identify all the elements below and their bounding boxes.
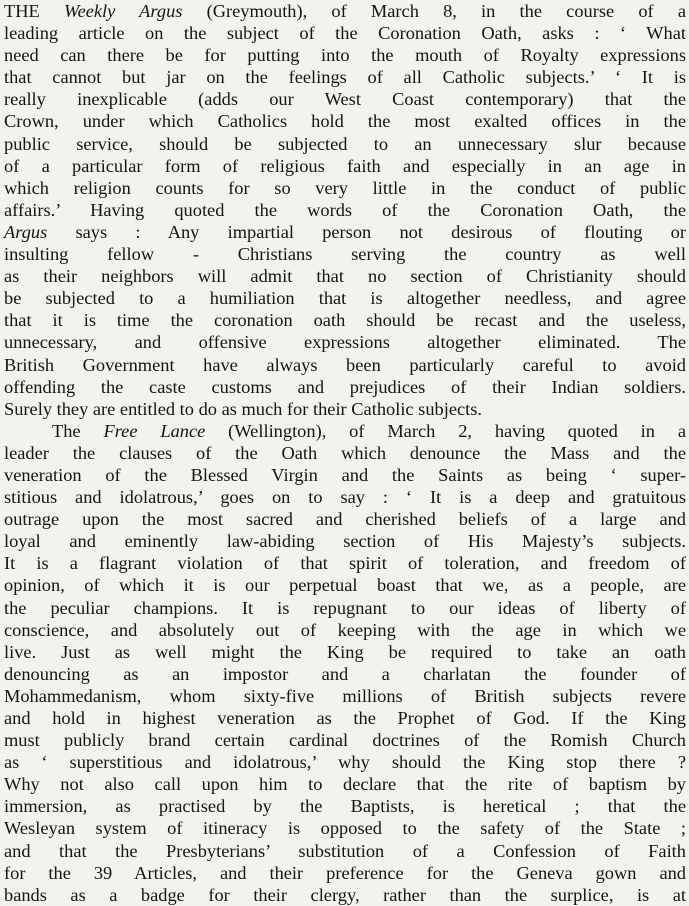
italic-title-text: Free Lance [103,420,206,441]
italic-title-text: Weekly Argus [63,1,183,21]
text-segment: bands as a badge for their clergy, rather than the surplice, is at [4,884,686,905]
text-segment: and hold in highest veneration as the Prophet of God. If the King [4,708,686,728]
text-line [4,287,686,309]
text-segment: for the 39 Articles, and their preference for the Geneva gown and [4,862,686,883]
text-line [4,44,686,66]
paragraph [4,0,686,420]
text-line [4,707,686,729]
article-column [4,0,686,906]
text-segment: that it is time the coronation oath should be recast and the useless, [4,310,686,331]
text-line [4,530,686,552]
text-segment: live. Just as well might the King be required to take an oath [4,641,686,662]
text-segment: Crown, under which Catholics hold the most exalted offices in the [4,111,686,132]
text-line [4,331,686,353]
text-line [4,110,686,132]
text-segment: leader the clauses of the Oath which denounce the Mass and the [4,442,686,463]
text-segment: veneration of the Blessed Virgin and the Saints as being ‘ super- [4,464,686,485]
text-line [4,398,686,420]
text-segment: immersion, as practised by the Baptists, is heretical ; that the [4,796,686,817]
text-segment: conscience, and absolutely out of keeping with the age in which we [4,619,686,640]
text-segment: loyal and eminently law-abiding section of His Majesty’s subjects. [4,531,686,552]
text-line [4,243,686,265]
text-segment: need can there be for putting into the mouth of Royalty expressions [4,45,686,66]
text-segment: of a particular form of religious faith and especially in an age in [4,155,686,176]
text-line [4,376,686,398]
text-segment: that cannot but jar on the feelings of all Catholic subjects.’ ‘ It is [4,67,686,88]
text-line [4,309,686,331]
text-segment: The [52,420,104,441]
text-line [4,574,686,596]
text-line [4,265,686,287]
text-line [4,729,686,751]
text-segment: must publicly brand certain cardinal doctrines of the Romish Church [4,730,686,751]
text-line [4,884,686,906]
text-segment: leading article on the subject of the Coronation Oath, asks : ‘ What [4,23,686,44]
text-segment: really inexplicable (adds our West Coast contemporary) that the [4,89,686,110]
text-segment: insulting fellow - Christians serving the country as well [4,244,686,265]
text-line [4,464,686,486]
text-segment: stitious and idolatrous,’ goes on to say : ‘ It is a deep and gratuitous [4,487,686,508]
text-line [4,619,686,641]
text-line [4,840,686,862]
text-segment: opinion, of which it is our perpetual boast that we, as a people, are [4,575,686,596]
text-line [4,685,686,707]
text-segment: unnecessary, and offensive expressions altogether eliminated. The [4,332,686,353]
text-segment: It is a flagrant violation of that spirit of toleration, and freedom of [4,553,686,574]
text-line [4,508,686,530]
text-line [4,442,686,464]
text-segment: as ‘ superstitious and idolatrous,’ why should the King stop there ? [4,752,686,773]
text-line [4,663,686,685]
text-line [4,0,686,22]
text-line [4,641,686,663]
text-line [4,773,686,795]
text-line [4,862,686,884]
text-line [4,597,686,619]
italic-title-text: Argus [4,221,48,242]
text-line [4,199,686,221]
text-line [4,751,686,773]
text-line [4,420,686,442]
text-segment: Surely they are entitled to do as much for their Catholic subjects. [4,398,483,419]
text-line [4,552,686,574]
text-segment: (Wellington), of March 2, having quoted in a [205,420,687,441]
text-segment: says : Any impartial person not desirous of flouting or [47,221,686,242]
text-line [4,88,686,110]
text-segment: (Greymouth), of March 8, in the course of a [182,1,686,21]
text-line [4,177,686,199]
text-line [4,155,686,177]
text-line [4,354,686,376]
text-segment: as their neighbors will admit that no section of Christianity should [4,266,686,287]
text-line [4,795,686,817]
text-segment: THE [4,1,64,21]
text-segment: Mohammedanism, whom sixty-five millions of British subjects revere [4,685,686,706]
text-segment: outrage upon the most sacred and cherished beliefs of a large and [4,509,686,530]
text-segment: British Government have always been particularly careful to avoid [4,354,686,375]
text-line [4,133,686,155]
text-line [4,66,686,88]
text-segment: which religion counts for so very little in the conduct of public [4,177,686,198]
text-line [4,817,686,839]
text-line [4,22,686,44]
text-segment: affairs.’ Having quoted the words of the Coronation Oath, the [4,199,686,220]
text-line [4,486,686,508]
text-segment: Why not also call upon him to declare that the rite of baptism by [4,774,686,795]
text-segment: and that the Presbyterians’ substitution of a Confession of Faith [4,840,686,861]
text-segment: denouncing as an impostor and a charlatan the founder of [4,663,686,684]
text-segment: Wesleyan system of itineracy is opposed to the safety of the State ; [4,818,686,839]
text-segment: public service, should be subjected to an unnecessary slur because [4,133,686,154]
paragraph [4,420,686,906]
text-segment: the peculiar champions. It is repugnant to our ideas of liberty of [4,597,686,618]
text-line [4,221,686,243]
text-segment: be subjected to a humiliation that is altogether needless, and agree [4,288,686,309]
text-segment: offending the caste customs and prejudices of their Indian soldiers. [4,376,686,397]
